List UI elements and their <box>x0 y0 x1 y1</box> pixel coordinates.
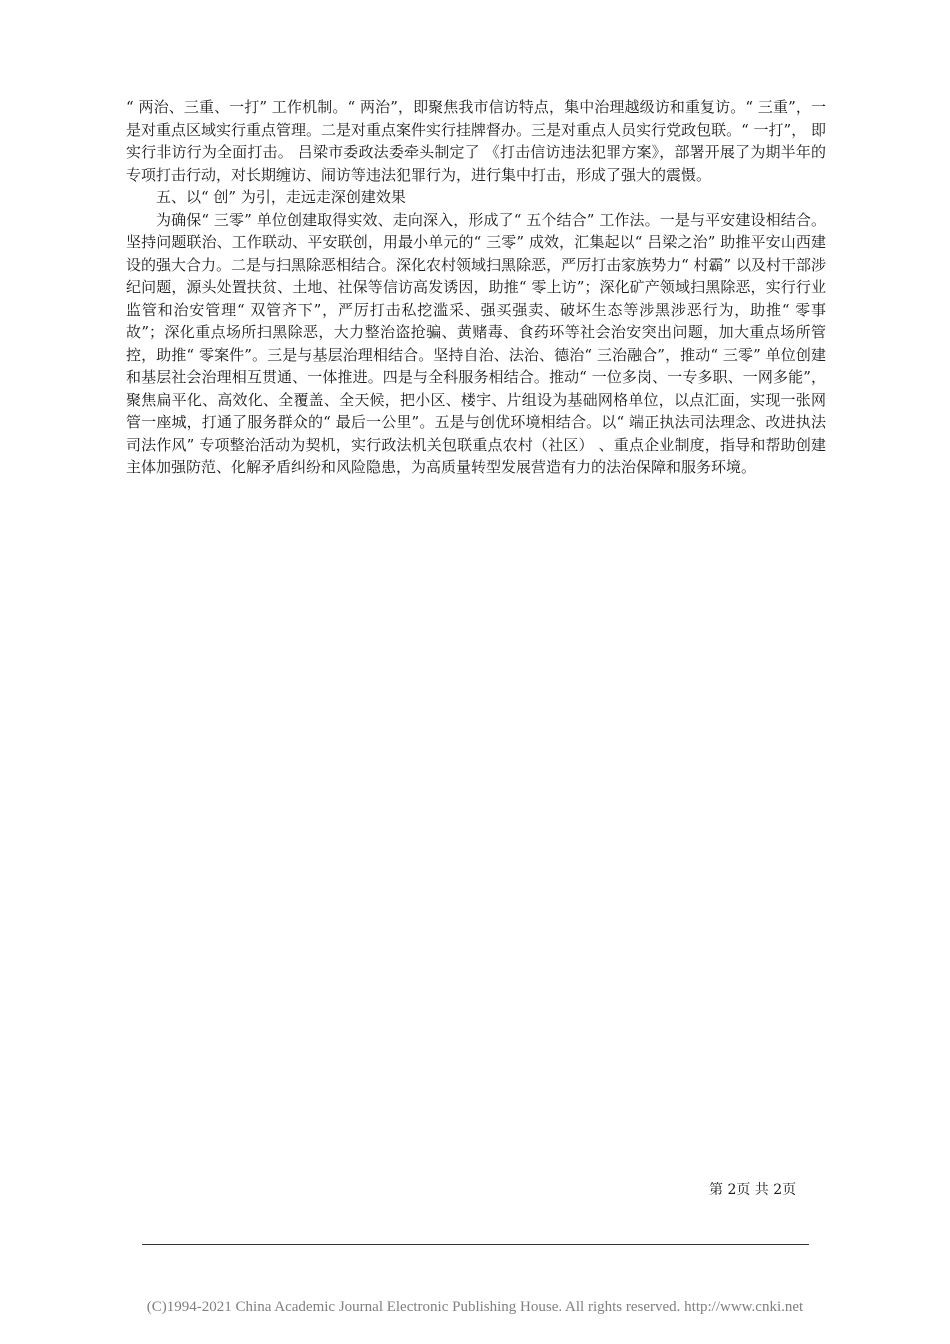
footer-divider <box>142 1244 809 1245</box>
article-body <box>126 96 826 479</box>
section-heading-five: 五、以“ 创” 为引，走远走深创建效果 <box>156 188 406 206</box>
copyright-notice: (C)1994-2021 China Academic Journal Electronic Publishing House. All rights reserved. http://www.cnki.net <box>146 1299 804 1315</box>
page-number: 第 2页 共 2页 <box>709 1182 797 1198</box>
paragraph-mechanism: “ 两治、三重、一打” 工作机制。“ 两治”，即聚焦我市信访特点，集中治理越级访和重复访。“ 三重”，一是对重点区域实行重点管理。二是对重点案件实行挂牌督办。三是对重点人员实行党政包联。“ 一打”， 即实行非访行为全面打击。 吕梁市委政法委牵头制定了 《打击信访违法犯罪方案》，部署开展了为期半年的专项打击行动，对长期缠访、闹访等违法犯罪行为，进行集中打击，形成了强大的震慑。 <box>126 98 826 184</box>
paragraph-five-combinations: 为确保“ 三零” 单位创建取得实效、走向深入，形成了“ 五个结合” 工作法。一是与平安建设相结合。坚持问题联治、工作联动、平安联创，用最小单元的“ 三零” 成效，汇集起以“ 吕梁之治” 助推平安山西建设的强大合力。二是与扫黑除恶相结合。深化农村领域扫黑除恶，严厉打击家族势力“ 村霸” 以及村干部涉纪问题，源头处置扶贫、土地、社保等信访高发诱因，助推“ 零上访”；深化矿产领域扫黑除恶，实行行业监管和治安管理“ 双管齐下”，严厉打击私挖滥采、强买强卖、破坏生态等涉黑涉恶行为，助推“ 零事故”；深化重点场所扫黑除恶，大力整治盗抢骗、黄赌毒、食药环等社会治安突出问题，加大重点场所管控，助推“ 零案件”。三是与基层治理相结合。坚持自治、法治、德治“ 三治融合”，推动“ 三零” 单位创建和基层社会治理相互贯通、一体推进。四是与全科服务相结合。推动“ 一位多岗、一专多职、一网多能”，聚焦扁平化、高效化、全覆盖、全天候，把小区、楼宇、片组设为基础网格单位，以点汇面，实现一张网管一座城，打通了服务群众的“ 最后一公里”。五是与创优环境相结合。以“ 端正执法司法理念、改进执法司法作风” 专项整治活动为契机，实行政法机关包联重点农村（社区） 、重点企业制度，指导和帮助创建主体加强防范、化解矛盾纠纷和风险隐患，为高质量转型发展营造有力的法治保障和服务环境。 <box>126 210 826 476</box>
